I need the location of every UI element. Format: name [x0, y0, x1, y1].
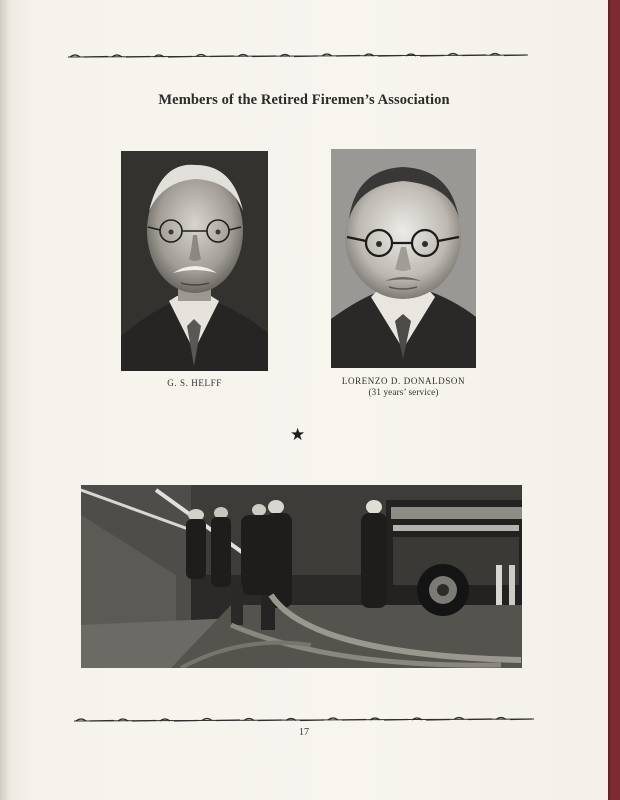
top-ornamental-rule	[68, 52, 528, 60]
page-title: Members of the Retired Firemen’s Association	[158, 92, 450, 108]
service-note: (31 years’ service)	[368, 387, 439, 397]
bottom-ornamental-rule	[74, 716, 534, 724]
portrait-caption-donaldson	[331, 376, 476, 398]
fire-scene-photo	[81, 485, 522, 668]
portrait-photo-donaldson	[331, 149, 476, 368]
portrait-name: LORENZO D. DONALDSON	[341, 376, 466, 386]
portrait-caption-helff	[121, 378, 268, 389]
portrait-photo-helff	[121, 151, 268, 371]
page-number: 17	[299, 727, 309, 738]
page-gutter	[0, 0, 10, 800]
star-icon: ★	[290, 425, 306, 445]
portrait-name: G. S. HELFF	[167, 378, 222, 388]
